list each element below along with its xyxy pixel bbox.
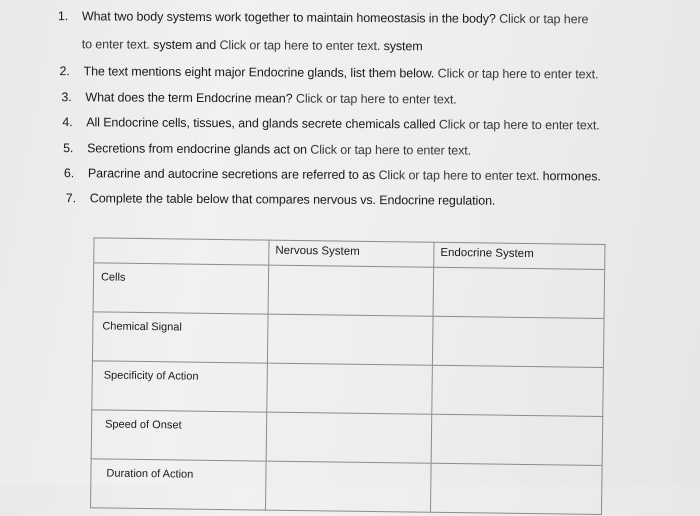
- question-1-field-1-cont: to enter text.: [81, 37, 150, 52]
- cell-chemical-signal-nervous[interactable]: [267, 314, 433, 365]
- comparison-table: [90, 237, 606, 515]
- cell-speed-endocrine[interactable]: [431, 414, 603, 465]
- cell-cells-endocrine[interactable]: [433, 267, 605, 318]
- question-6: 6. Paracrine and autocrine secretions are referred to as Click or tap here to enter text. hormones.: [63, 166, 601, 184]
- table-row: [92, 361, 604, 417]
- row-label-cells: Cells: [93, 263, 269, 314]
- question-2-field[interactable]: Click or tap here to enter text.: [437, 66, 599, 82]
- row-label-chemical-signal: Chemical Signal: [92, 312, 268, 363]
- row-label-specificity: Specificity of Action: [92, 361, 268, 412]
- question-6-field[interactable]: Click or tap here to enter text.: [378, 168, 540, 184]
- question-2-text: The text mentions eight major Endocrine glands, list them below.: [83, 64, 435, 81]
- table-row: [92, 312, 604, 368]
- row-label-speed-of-onset: Speed of Onset: [91, 410, 267, 461]
- question-4-text: All Endocrine cells, tissues, and glands secrete chemicals called: [86, 115, 436, 132]
- question-1-system: system: [383, 39, 423, 54]
- table-header-nervous: Nervous System: [269, 240, 434, 267]
- question-2: 2. The text mentions eight major Endocrine glands, list them below. Click or tap here to enter text.: [59, 64, 599, 82]
- question-4-field[interactable]: Click or tap here to enter text.: [438, 117, 600, 133]
- question-1-system-and: system and: [153, 37, 217, 53]
- cell-duration-endocrine[interactable]: [430, 463, 602, 514]
- cell-specificity-nervous[interactable]: [267, 363, 433, 414]
- question-3: 3. What does the term Endocrine mean? Click or tap here to enter text.: [61, 90, 457, 107]
- question-5-text: Secretions from endocrine glands act on: [87, 141, 307, 157]
- table-header-endocrine: Endocrine System: [434, 242, 605, 269]
- question-1-continued: [82, 37, 423, 53]
- question-1-field-2[interactable]: Click or tap here to enter text.: [219, 38, 381, 54]
- question-3-text: What does the term Endocrine mean?: [85, 90, 293, 106]
- cell-speed-nervous[interactable]: [266, 412, 432, 463]
- question-1: 1. What two body systems work together to maintain homeostasis in the body? Click or tap here: [57, 9, 589, 27]
- cell-specificity-endocrine[interactable]: [432, 365, 604, 416]
- question-6-text: Paracrine and autocrine secretions are referred to as: [87, 166, 376, 183]
- cell-chemical-signal-endocrine[interactable]: [432, 316, 604, 367]
- table-row: [91, 459, 603, 515]
- question-7-text: Complete the table below that compares nervous vs. Endocrine regulation.: [89, 191, 496, 208]
- question-3-field[interactable]: Click or tap here to enter text.: [295, 91, 457, 107]
- table-row: [93, 263, 605, 319]
- question-6-suffix: hormones.: [542, 169, 601, 184]
- question-5-field[interactable]: Click or tap here to enter text.: [310, 142, 472, 158]
- question-7: 7. Complete the table below that compares nervous vs. Endocrine regulation.: [65, 191, 496, 208]
- question-5: 5. Secretions from endocrine glands act on Click or tap here to enter text.: [63, 141, 472, 158]
- question-1-field-1[interactable]: Click or tap here: [499, 11, 589, 27]
- row-label-duration: Duration of Action: [91, 459, 267, 510]
- table-header-empty: [94, 238, 269, 265]
- table-row: [91, 410, 603, 466]
- question-4: 4. All Endocrine cells, tissues, and glands secrete chemicals called Click or tap here to enter text.: [62, 115, 600, 133]
- question-1-text: What two body systems work together to maintain homeostasis in the body?: [81, 9, 496, 26]
- cell-cells-nervous[interactable]: [268, 265, 434, 316]
- cell-duration-nervous[interactable]: [265, 461, 431, 512]
